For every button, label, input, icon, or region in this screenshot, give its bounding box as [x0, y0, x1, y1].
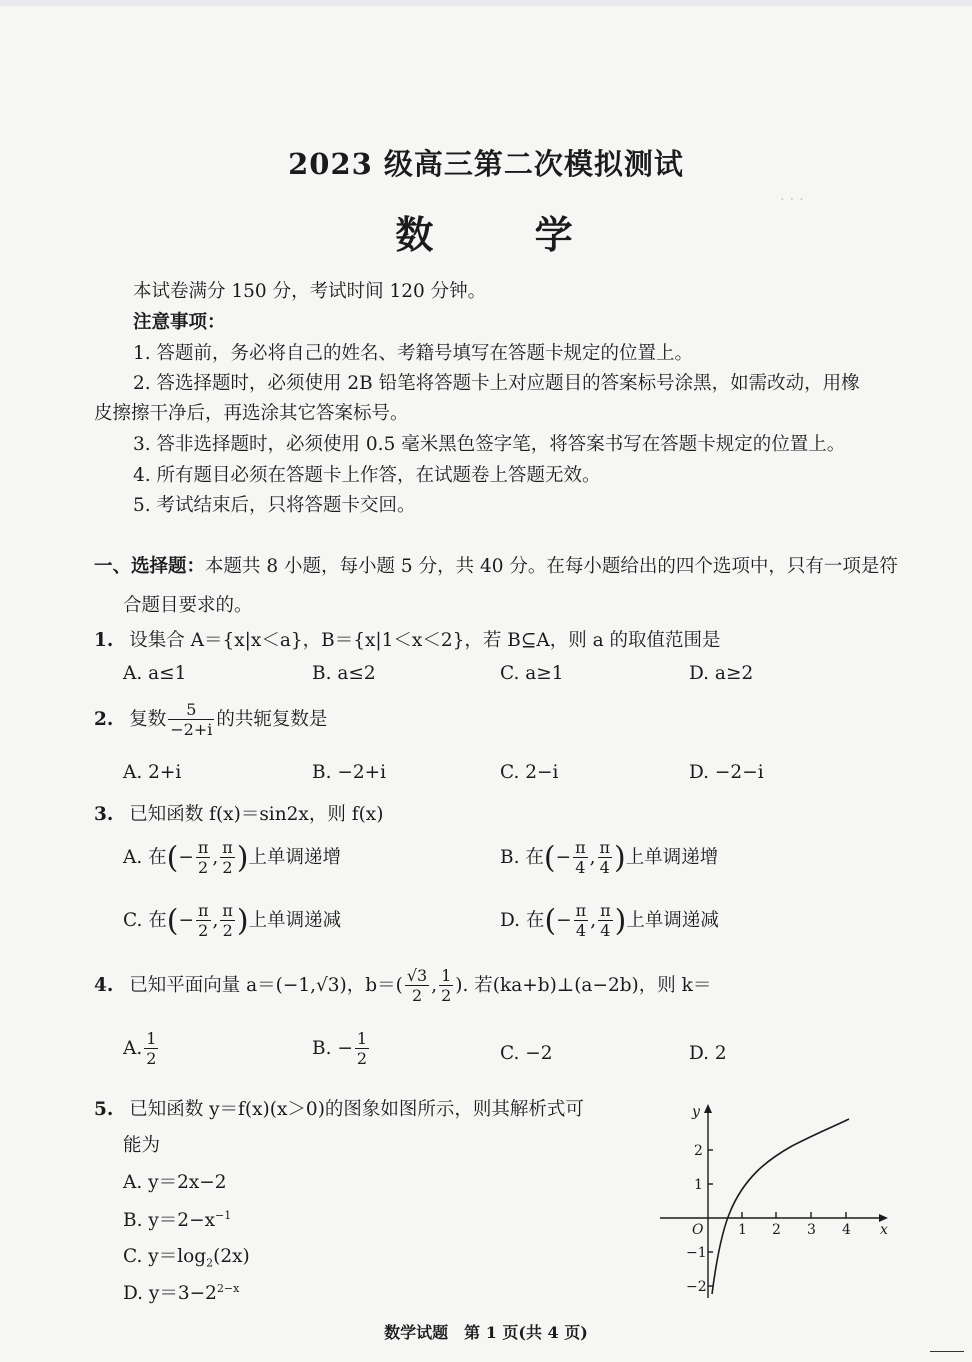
option-label: A. 在	[123, 847, 167, 868]
fraction-denominator: 2	[411, 986, 423, 1005]
fraction-denominator: 2	[441, 986, 452, 1005]
q3-option-c: C. 在(− $\frac{\pi}{2}$ , $\frac{\pi}{2}$ )上单调递减	[123, 901, 342, 940]
x-tick-label: 1	[738, 1222, 747, 1238]
question-2-fraction	[168, 702, 214, 738]
q3-option-a: A. 在(− $\frac{\pi}{2}$ , $\frac{\pi}{2}$ )上单调递增	[123, 838, 342, 877]
option-text: (2x)	[213, 1246, 250, 1267]
y-axis-arrow	[704, 1104, 712, 1113]
option-label: D. 在	[500, 910, 545, 931]
q2-option-b: B. −2+i	[312, 762, 387, 783]
fraction-denominator: 2	[356, 1049, 368, 1068]
origin-label: O	[692, 1222, 704, 1238]
q5-option-a: A. y＝2x−2	[123, 1172, 227, 1193]
q3-option-b: B. 在(− $\frac{\pi}{4}$ , $\frac{\pi}{4}$ )上单调递增	[500, 838, 719, 877]
question-5-stem: 已知函数 y＝f(x)(x＞0)的图象如图所示，则其解析式可	[129, 1099, 584, 1120]
option-label: A.	[123, 1038, 143, 1059]
q2-option-c: C. 2−i	[500, 762, 559, 783]
question-2-stem-pre: 复数	[129, 709, 167, 730]
question-4-number: 4.	[94, 975, 114, 996]
section-1-desc: 本题共 8 小题，每小题 5 分，共 40 分。在每小题给出的四个选项中，只有一项是符	[205, 556, 898, 577]
note-4: 4. 所有题目必须在答题卡上作答，在试题卷上答题无效。	[133, 465, 601, 486]
exam-title: 2023 级高三第二次模拟测试	[288, 147, 684, 181]
question-5	[94, 1095, 584, 1121]
question-5-stem-cont: 能为	[123, 1135, 161, 1156]
bleed-through-mark: · · ·	[780, 190, 804, 208]
q1-option-a: A. a≤1	[123, 663, 187, 684]
question-2	[94, 702, 327, 738]
fraction-numerator: 5	[168, 702, 214, 720]
question-4: 4. 已知平面向量 a＝(−1,√3)，b＝( $\frac{√3}{2}$ , $\frac{1}{2}$ ). 若(ka+b)⊥(a−2b)，则 k＝	[94, 966, 712, 1005]
pi-symbol: π	[599, 838, 611, 857]
q2-option-a: A. 2+i	[123, 762, 182, 783]
pi-symbol: π	[575, 838, 586, 857]
denominator: 4	[599, 858, 610, 877]
fraction-numerator: 1	[441, 966, 452, 985]
q5-option-d	[123, 1279, 239, 1305]
pi-symbol: π	[197, 838, 209, 857]
q1-option-b: B. a≤2	[312, 663, 376, 684]
x-axis-arrow	[879, 1214, 888, 1222]
page-footer: 数学试题 第 1 页(共 4 页)	[384, 1323, 588, 1342]
option-text: D. y＝3−2	[123, 1283, 217, 1304]
intro-line: 本试卷满分 150 分，考试时间 120 分钟。	[133, 281, 487, 302]
x-tick-label: 3	[807, 1222, 816, 1238]
question-1	[94, 626, 721, 652]
note-1: 1. 答题前，务必将自己的姓名、考籍号填写在答题卡规定的位置上。	[133, 343, 694, 364]
section-1-heading	[94, 552, 898, 578]
question-5-number: 5.	[94, 1099, 114, 1120]
denominator: 4	[575, 858, 586, 877]
log-base: 2	[206, 1256, 214, 1270]
question-3-stem: 已知函数 f(x)＝sin2x，则 f(x)	[129, 804, 384, 825]
pi-symbol: π	[575, 901, 587, 920]
question-4-stem-post: ). 若(ka+b)⊥(a−2b)，则 k＝	[455, 975, 712, 996]
question-4-stem-pre: 已知平面向量 a＝(−1,√3)，b＝(	[129, 975, 403, 996]
denominator: 4	[600, 921, 611, 940]
q3-option-d: D. 在(− $\frac{\pi}{4}$ , $\frac{\pi}{4}$ )上单调递减	[500, 901, 719, 940]
notes-title: 注意事项：	[133, 312, 226, 333]
x-axis-label: x	[880, 1222, 888, 1238]
fraction-denominator: −2+i	[170, 720, 213, 739]
question-1-number: 1.	[94, 630, 114, 651]
denominator: 2	[198, 858, 209, 877]
option-label: C. 在	[123, 910, 167, 931]
denominator: 2	[222, 921, 233, 940]
q4-option-a	[123, 1031, 160, 1067]
question-2-number: 2.	[94, 709, 114, 730]
question-3	[94, 800, 383, 826]
function-graph	[652, 1098, 897, 1303]
y-tick-label: 2	[694, 1143, 703, 1159]
denominator: 2	[198, 921, 209, 940]
fraction-numerator: 1	[146, 1029, 157, 1048]
fraction-numerator: 1	[356, 1029, 368, 1048]
question-1-stem: 设集合 A＝{x|x＜a}，B＝{x|1＜x＜2}，若 B⊆A，则 a 的取值范围是	[129, 630, 721, 651]
q5-option-b	[123, 1206, 231, 1232]
option-label: B. −	[312, 1038, 353, 1059]
q4-option-c: C. −2	[500, 1043, 553, 1064]
note-2a: 2. 答选择题时，必须使用 2B 铅笔将答题卡上对应题目的答案标号涂黑，如需改动，用橡	[133, 373, 860, 394]
option-text: 上单调递增	[248, 847, 342, 868]
note-3: 3. 答非选择题时，必须使用 0.5 毫米黑色签字笔，将答案书写在答题卡规定的位置上。	[133, 434, 846, 455]
pi-symbol: π	[222, 901, 233, 920]
option-label: B. 在	[500, 847, 544, 868]
section-1-label: 一、选择题：	[94, 556, 206, 577]
corner-dash	[930, 1351, 964, 1352]
question-2-stem-post: 的共轭复数是	[216, 709, 328, 730]
section-1-desc-cont: 合题目要求的。	[123, 595, 253, 616]
subject-title: 数 学	[395, 212, 617, 257]
denominator: 4	[575, 921, 587, 940]
fraction-numerator: √3	[406, 966, 428, 985]
fraction-denominator: 2	[146, 1049, 157, 1068]
q1-option-c: C. a≥1	[500, 663, 564, 684]
option-text: 上单调递减	[248, 910, 342, 931]
q5-option-c	[123, 1242, 250, 1270]
pi-symbol: π	[222, 838, 233, 857]
y-tick-label: 1	[694, 1177, 703, 1193]
exponent: −1	[215, 1208, 232, 1222]
option-text: C. y＝log	[123, 1246, 207, 1267]
option-text: B. y＝2−x	[123, 1210, 216, 1231]
question-3-number: 3.	[94, 804, 114, 825]
x-tick-label: 4	[842, 1222, 851, 1238]
option-text: 上单调递减	[626, 910, 719, 931]
q4-option-b	[312, 1031, 371, 1067]
q2-option-d: D. −2−i	[689, 762, 764, 783]
denominator: 2	[222, 858, 233, 877]
note-5: 5. 考试结束后，只将答题卡交回。	[133, 495, 416, 516]
q4-option-d: D. 2	[689, 1043, 727, 1064]
pi-symbol: π	[600, 901, 611, 920]
q1-option-d: D. a≥2	[689, 663, 754, 684]
y-axis-label: y	[692, 1104, 700, 1120]
option-text: 上单调递增	[625, 847, 719, 868]
function-curve	[712, 1119, 849, 1294]
y-tick-label: −1	[686, 1245, 707, 1261]
exponent: 2−x	[216, 1281, 240, 1295]
x-tick-label: 2	[772, 1222, 781, 1238]
pi-symbol: π	[198, 901, 209, 920]
y-tick-label: −2	[686, 1279, 707, 1295]
note-2b: 皮擦擦干净后，再选涂其它答案标号。	[94, 403, 409, 424]
